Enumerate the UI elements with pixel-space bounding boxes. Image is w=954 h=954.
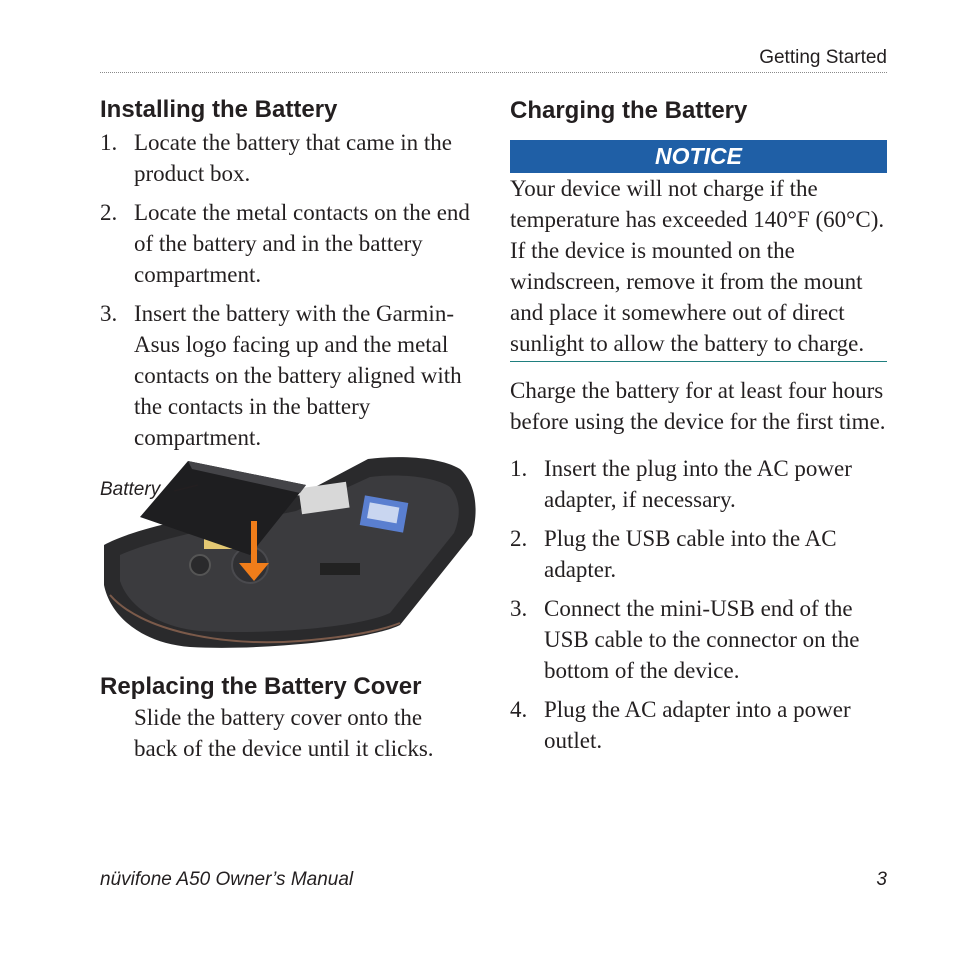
running-header: Getting Started [759, 47, 887, 68]
charging-heading: Charging the Battery [510, 97, 748, 124]
replacing-text: Slide the battery cover onto the back of the device until it clicks. [134, 705, 434, 761]
installing-heading: Installing the Battery [100, 96, 338, 123]
installing-steps [100, 127, 480, 453]
list-item [510, 593, 887, 686]
list-item [510, 453, 887, 515]
step-text: Insert the plug into the AC power adapter, if necessary. [544, 456, 852, 512]
header-divider [100, 72, 887, 73]
charging-intro: Charge the battery for at least four hours before using the device for the first time. [510, 378, 886, 434]
step-number: 1. [510, 456, 528, 481]
camera-lens [190, 555, 210, 575]
step-text: Plug the AC adapter into a power outlet. [544, 697, 851, 753]
list-item [100, 127, 480, 189]
step-text: Connect the mini-USB end of the USB cable to the connector on the bottom of the device. [544, 596, 860, 683]
list-item [100, 197, 480, 290]
arrow-shaft [251, 521, 257, 567]
installing-section [100, 96, 480, 461]
figure-caption: Battery [100, 479, 161, 500]
step-number: 4. [510, 697, 528, 722]
charging-section [510, 97, 887, 764]
list-item [510, 523, 887, 585]
replacing-heading: Replacing the Battery Cover [100, 673, 422, 700]
notice-text: Your device will not charge if the temperature has exceeded 140°F (60°C). If the device is mounted on the windscreen, remove it from the mount and place it somewhere out of direct sunlight to allow the battery to charge. [510, 173, 887, 362]
step-text: Insert the battery with the Garmin-Asus logo facing up and the metal contacts on the battery aligned with the contacts in the battery compartment. [134, 301, 462, 450]
list-item [510, 694, 887, 756]
step-text: Plug the USB cable into the AC adapter. [544, 526, 837, 582]
step-text: Locate the battery that came in the product box. [134, 130, 453, 186]
page-number: 3 [876, 869, 887, 890]
step-text: Locate the metal contacts on the end of the battery and in the battery compartment. [134, 200, 470, 287]
replacing-section [100, 673, 480, 764]
notice-banner: NOTICE [510, 140, 887, 173]
footer-manual-title: nüvifone A50 Owner’s Manual [100, 869, 354, 890]
connector-slot [320, 563, 360, 575]
charging-steps [510, 453, 887, 756]
list-item [100, 298, 480, 453]
step-number: 2. [100, 200, 118, 225]
step-number: 1. [100, 130, 118, 155]
step-number: 3. [100, 301, 118, 326]
step-number: 2. [510, 526, 528, 551]
battery-figure [100, 455, 480, 655]
step-number: 3. [510, 596, 528, 621]
